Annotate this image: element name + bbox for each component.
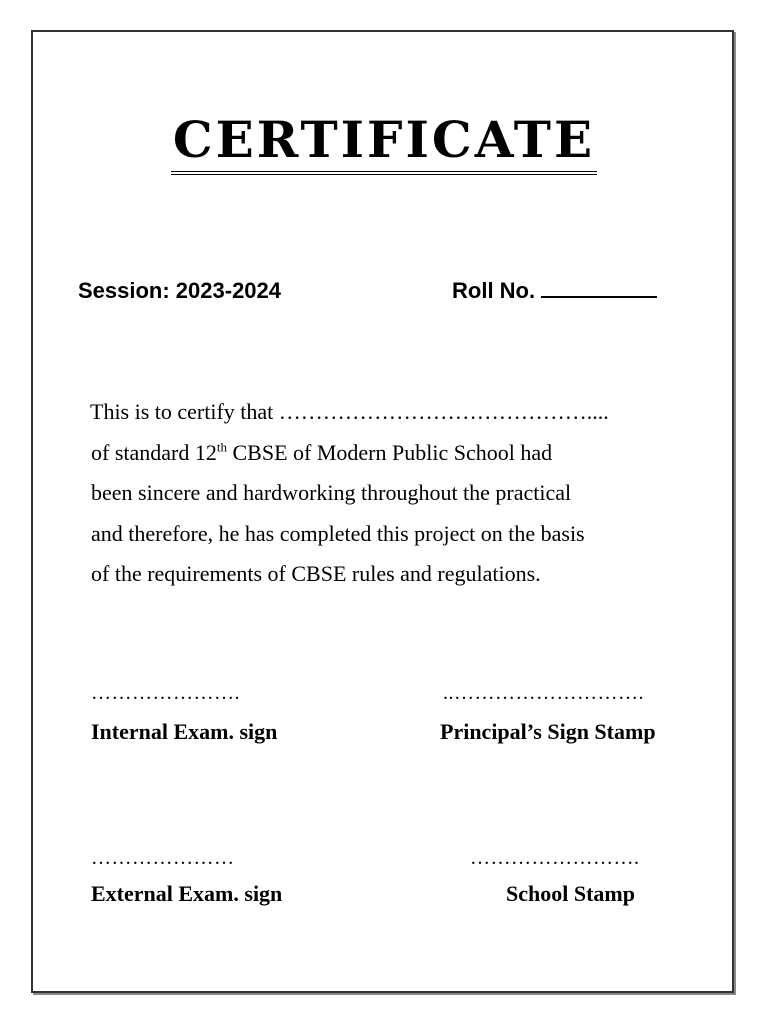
body-line-4: and therefore, he has completed this project on the basis xyxy=(91,520,585,546)
roll-number xyxy=(452,276,657,306)
ordinal-suffix: th xyxy=(216,439,227,455)
school-stamp-dots: ……………………. xyxy=(470,847,640,869)
certificate-title: CERTIFICATE xyxy=(171,110,597,175)
principal-sign-dots: ..………………………. xyxy=(443,682,644,704)
internal-sign-label: Internal Exam. sign xyxy=(91,719,278,744)
principal-sign-label: Principal’s Sign Stamp xyxy=(440,719,656,744)
school-stamp-label: School Stamp xyxy=(506,881,635,906)
certificate-title-wrapper xyxy=(0,108,768,172)
body-line-2 xyxy=(91,433,711,474)
body-line-2-b: CBSE of Modern Public School had xyxy=(226,439,553,465)
body-line-1-prefix: This is to certify that xyxy=(90,399,274,424)
internal-sign-dots: …………………. xyxy=(91,682,240,704)
body-line-5: of the requirements of CBSE rules and regulations. xyxy=(91,561,541,586)
body-line-3: been sincere and hardworking throughout the practical xyxy=(91,480,572,505)
body-line-2-a: of standard 12 xyxy=(91,439,217,465)
session-label: Session: 2023-2024 xyxy=(78,278,282,303)
roll-label: Roll No. xyxy=(452,278,536,303)
external-sign-dots: ………………… xyxy=(91,847,235,869)
certificate-body xyxy=(91,392,711,595)
external-sign-label: External Exam. sign xyxy=(91,881,283,906)
body-line-1 xyxy=(90,392,711,433)
name-blank-dots: …………………………………….... xyxy=(278,399,609,424)
roll-number-blank xyxy=(541,278,657,298)
